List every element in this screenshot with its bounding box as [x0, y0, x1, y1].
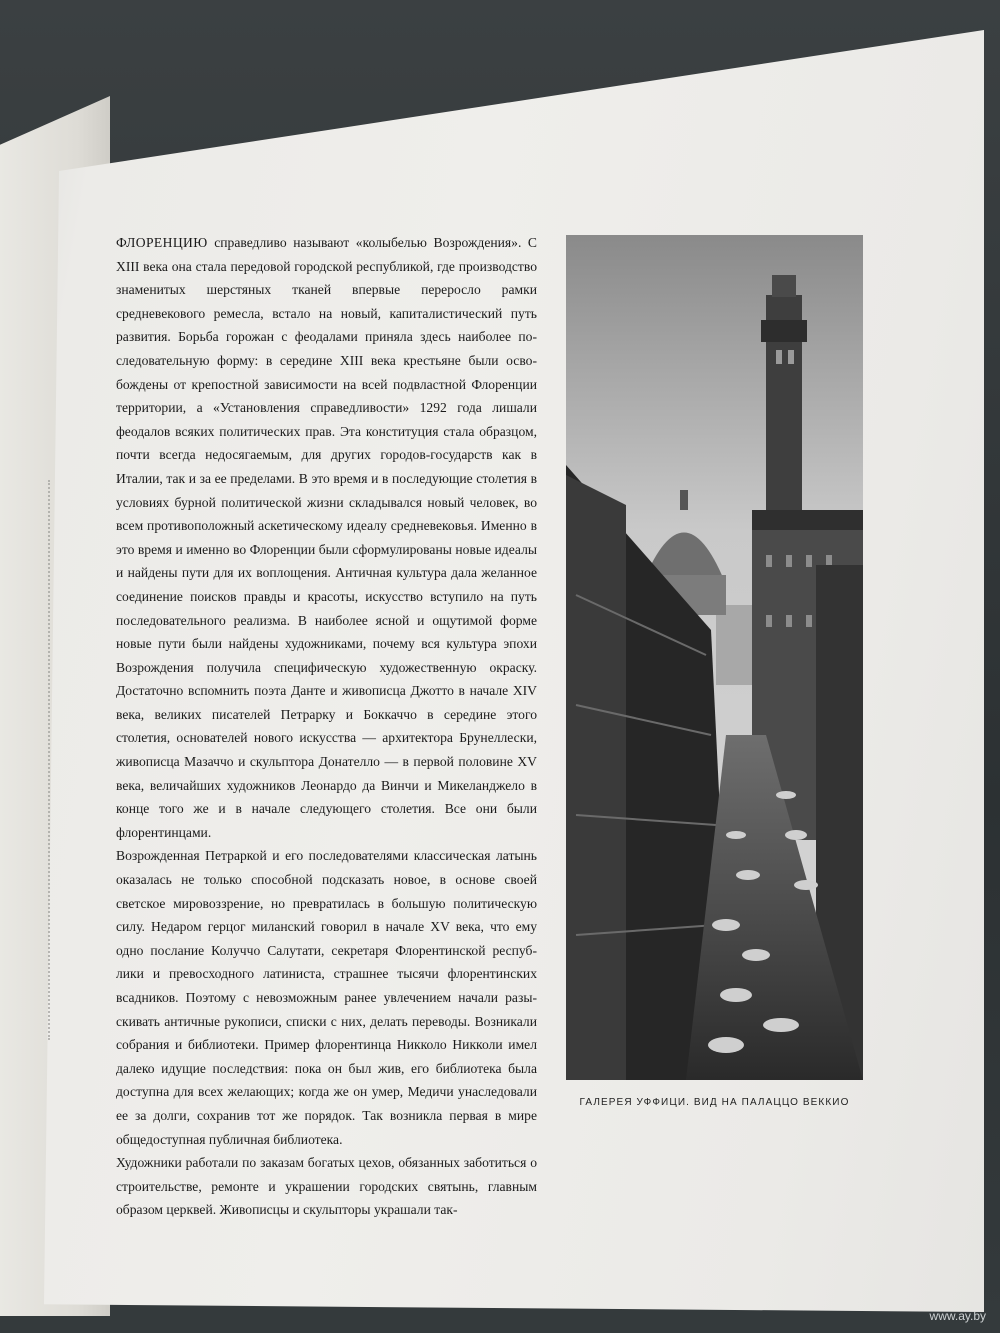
paragraph-2: Возрожденная Петраркой и его последователями классическая латынь оказалась не только способной подсказать новое, в основе своей светское мировоззрение, но превратилась в большую политическую силу. Недаром герцог миланский говорил в начале XV века, что ему одно послание Колуччо Салутати, секретаря Флорентинской республики и превосходного латиниста, страшнее тысячи флорентинских всадников. Поэтому с невозможным ранее увлечением начали разыскивать античные рукописи, списки с них, делать переводы. Возникали собрания и библиотеки. Пример флорентинца Никколо Никколи имел далеко идущие последствия: пока он был жив, его библиотека была доступна для всех желающих; когда же он умер, Медичи унаследовали ее за долги, сохранив тот же порядок. Так возникла первая в мире общедоступная публичная библиотека. — [116, 848, 537, 1147]
watermark: www.ay.by — [929, 1309, 986, 1323]
binding-stitches — [48, 480, 58, 1040]
paragraph-1-body: справедливо называют «колыбелью Возрождения». С XIII века она стала передовой городской республикой, где производство знаменитых шерстяных тканей впервые переросло рамки средневекового ремесла, встало на новый, капиталистический путь развития. Борьба горожан с феодалами приняла здесь наиболее последовательную форму: в середине XIII века крестьяне были освобождены от крепостной зависимости на всей подвластной Флоренции территории, а «Установления справедливости» 1292 года лишали феодалов всяких политических прав. Эта конституция стала образцом, почти всегда недосягаемым, для других городов-государств как в Италии, так и за ее пределами. В это время и в последующие столетия в условиях бурной политической жизни складывался новый человек, во всем противоположный аскетическому идеалу средневековья. Именно в это время и именно во Флоренции были сформулированы новые идеалы и найдены пути для их воплощения. Античная культура дала желанное соединение поисков правды и красоты, искусство вступило на путь последовательного реализма. В наиболее ясной и ощутимой форме новые пути были найдены художниками, почему вся культура эпохи Возрождения получила специфическую художественную окраску. Достаточно вспомнить поэта Данте и живописца Джотто в начале XIV века, великих писателей Петрарку и Боккаччо в середине этого столетия, основателей нового искусства — архитектора Брунеллески, живописца Мазаччо и скульптора Донателло — в первой половине XV века, величайших художников Леонардо да Винчи и Микеланджело в конце того же и в начале следующего столетия. Все они были флорентинцами. — [116, 235, 537, 840]
uffizi-photograph — [566, 235, 863, 1080]
figure-caption: ГАЛЕРЕЯ УФФИЦИ. ВИД НА ПАЛАЦЦО ВЕККИО — [579, 1097, 850, 1108]
paragraph-3: Художники работали по заказам богатых цехов, обязанных заботиться о строительстве, ремонте и украшении городских святынь, главным образом церквей. Живописцы и скульпторы украшали так- — [116, 1155, 537, 1218]
paragraph-1 — [116, 231, 537, 844]
lead-word: ФЛОРЕНЦИЮ — [116, 235, 208, 250]
article-text — [116, 231, 537, 1222]
